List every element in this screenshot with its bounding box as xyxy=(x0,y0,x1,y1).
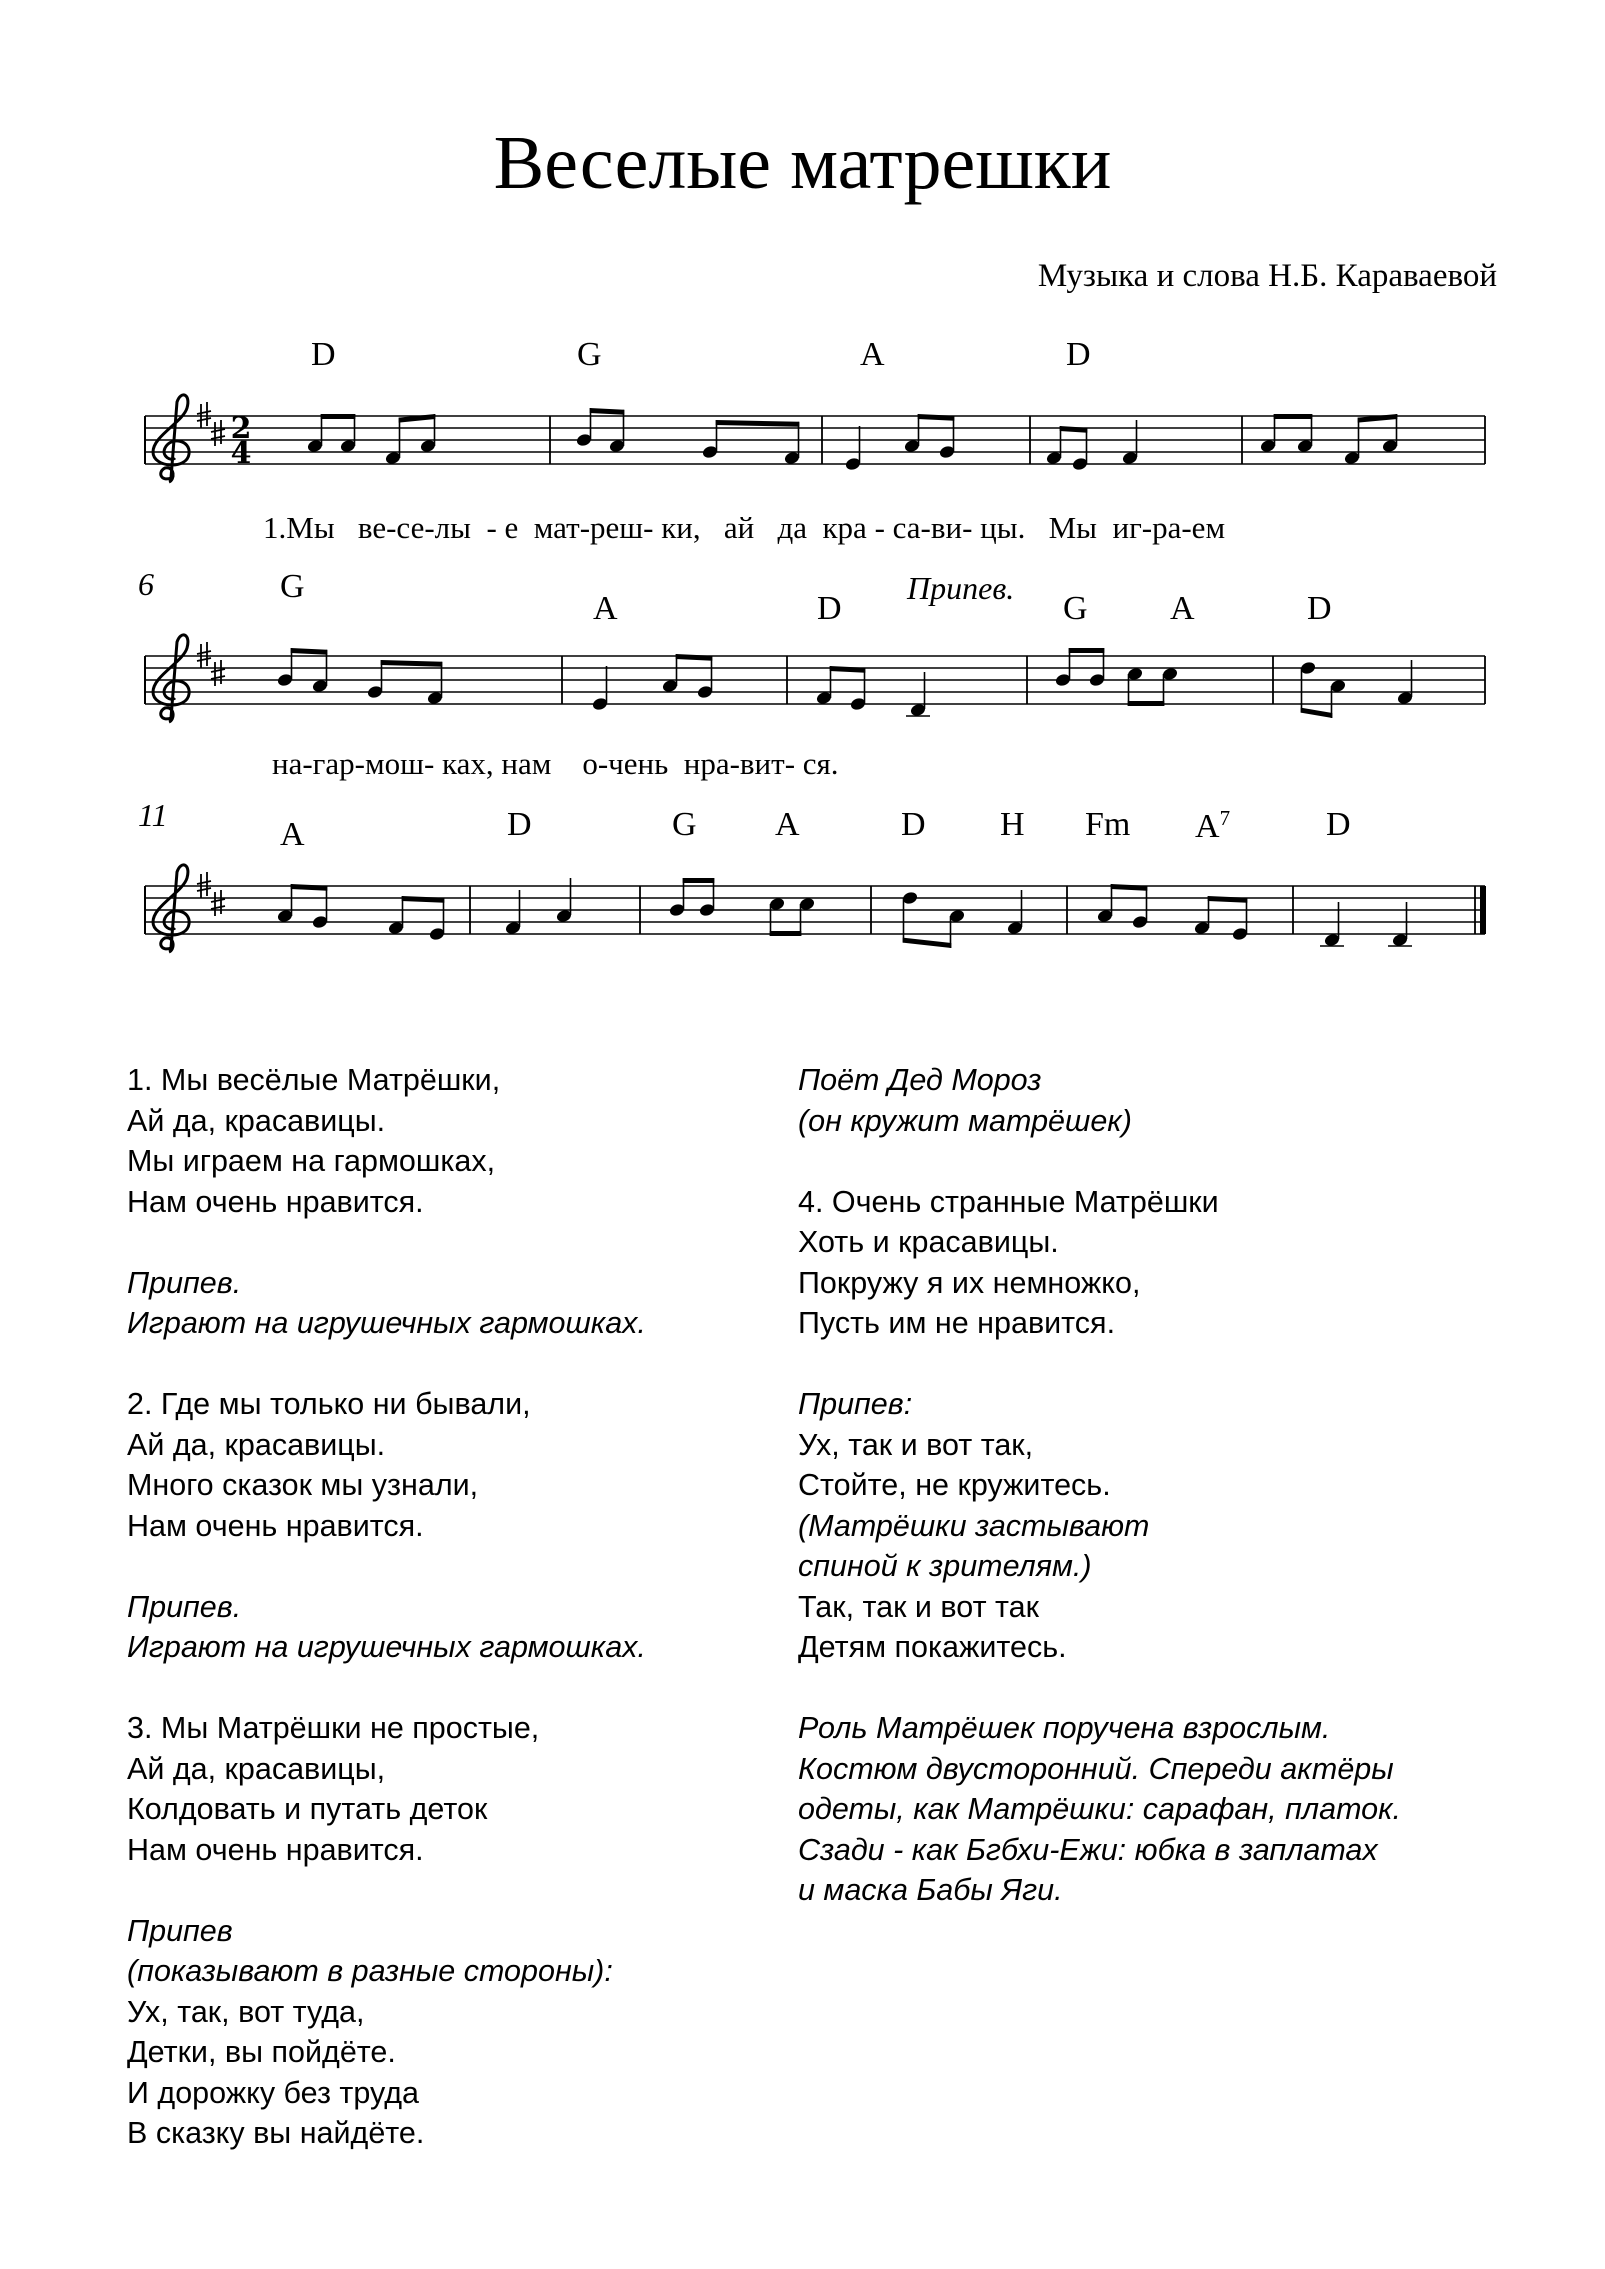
chord-symbol: D xyxy=(901,806,926,843)
chord-symbol: G xyxy=(577,336,602,373)
verse-line: Ух, так и вот так, xyxy=(798,1427,1034,1462)
note-beam xyxy=(1069,648,1105,653)
note-beam xyxy=(381,660,443,667)
chord-symbol: A xyxy=(860,336,885,373)
verse-line: Костюм двусторонний. Спереди актёры xyxy=(798,1751,1394,1786)
blank-line xyxy=(127,1870,787,1911)
measure-number: 6 xyxy=(138,566,154,602)
blank-line xyxy=(798,1344,1518,1385)
chorus-marker: Припев. xyxy=(907,570,1015,606)
verse-line: Нам очень нравится. xyxy=(127,1184,424,1219)
verse-line: Колдовать и путать деток xyxy=(127,1792,488,1826)
verse-line: Сзади - как Бгбхи-Ежи: юбка в заплатах xyxy=(798,1832,1378,1867)
final-barline xyxy=(1480,886,1486,934)
verse-line: Нам очень нравится. xyxy=(127,1832,424,1867)
verse-line: Хоть и красавицы. xyxy=(798,1225,1059,1259)
chord-symbol: D xyxy=(817,590,842,627)
verse-line: Стойте, не кружитесь. xyxy=(798,1468,1111,1502)
verse-line: (он кружит матрёшек) xyxy=(798,1103,1132,1138)
verse-line: Припев xyxy=(127,1913,233,1948)
note-beam xyxy=(402,896,445,903)
verse-line: Ух, так, вот туда, xyxy=(127,1994,365,2029)
verse-line: Детям покажитесь. xyxy=(798,1630,1067,1664)
verse-line: одеты, как Матрёшки: сарафан, платок. xyxy=(798,1792,1401,1826)
chord-symbol xyxy=(1195,806,1230,846)
chord-symbol: D xyxy=(311,336,336,373)
note-beam xyxy=(770,931,802,936)
verse-line: Детки, вы пойдёте. xyxy=(127,2035,396,2069)
verse-line: И дорожку без труда xyxy=(127,2075,420,2110)
chord-root: A xyxy=(1195,808,1220,845)
chord-symbol: D xyxy=(1307,590,1332,627)
note-beam xyxy=(683,878,715,883)
verses-left-column xyxy=(127,1060,787,2154)
chord-symbol: G xyxy=(280,568,305,605)
verse-line: Мы играем на гармошках, xyxy=(127,1144,496,1178)
blank-line xyxy=(798,1141,1518,1182)
note-beam xyxy=(291,884,328,891)
note-beam xyxy=(590,408,625,415)
lyrics-line: 1.Мы ве-се-лы - е мат-реш- ки, ай да кра - са-ви- цы. Мы иг-ра-ем xyxy=(263,510,1226,545)
sharp-icon xyxy=(211,420,225,446)
verse-line: Поёт Дед Мороз xyxy=(798,1063,1042,1097)
verse-line: Припев. xyxy=(127,1589,242,1624)
verse-line: Покружу я их немножко, xyxy=(798,1265,1141,1300)
chord-symbol: A xyxy=(593,590,618,627)
verse-line: 3. Мы Матрёшки не простые, xyxy=(127,1711,540,1745)
verses-right-column xyxy=(798,1060,1518,1911)
sharp-icon xyxy=(197,402,211,428)
chord-symbol: A xyxy=(775,806,800,843)
chord-symbol: Fm xyxy=(1085,806,1131,843)
verse-line: Роль Матрёшек поручена взрослым. xyxy=(798,1711,1331,1745)
blank-line xyxy=(798,1668,1518,1709)
chord-symbol: H xyxy=(1000,806,1025,843)
note-beam xyxy=(716,420,800,427)
blank-line xyxy=(127,1546,787,1587)
chord-symbol: D xyxy=(1066,336,1091,373)
chord-superscript: 7 xyxy=(1219,806,1231,830)
verse-line: Ай да, красавицы. xyxy=(127,1427,386,1462)
time-signature-top: 2 xyxy=(230,411,252,446)
verse-line: Много сказок мы узнали, xyxy=(127,1468,479,1502)
chord-symbol: A xyxy=(280,816,305,853)
verse-line: В сказку вы найдёте. xyxy=(127,2116,425,2150)
treble-clef-icon xyxy=(153,635,189,722)
verse-line: спиной к зрителям.) xyxy=(798,1549,1092,1583)
blank-line xyxy=(127,1668,787,1709)
verse-line: Ай да, красавицы. xyxy=(127,1103,386,1138)
treble-clef-icon xyxy=(153,865,189,952)
chord-symbol: D xyxy=(507,806,532,843)
note-beam xyxy=(1301,708,1333,718)
verse-line: Ай да, красавицы, xyxy=(127,1751,386,1786)
verse-line: Припев. xyxy=(127,1265,242,1300)
verse-line: Пусть им не нравится. xyxy=(798,1306,1116,1340)
sharp-icon xyxy=(211,660,225,686)
note-beam xyxy=(903,938,952,948)
note-beam xyxy=(676,654,713,661)
sharp-icon xyxy=(197,872,211,898)
note-beam xyxy=(1208,896,1248,903)
verse-line: (показывают в разные стороны): xyxy=(127,1954,613,1988)
blank-line xyxy=(127,1222,787,1263)
music-staff xyxy=(0,850,1605,1010)
lyrics-line: на-гар-мош- ках, нам о-чень нра-вит- ся. xyxy=(272,746,839,781)
note-beam xyxy=(1274,414,1313,419)
sharp-icon xyxy=(197,642,211,668)
chord-symbol: G xyxy=(1063,590,1088,627)
song-title: Веселые матрешки xyxy=(493,121,1112,205)
chord-symbol: A xyxy=(1170,590,1195,627)
measure-number: 11 xyxy=(138,797,168,833)
verse-line: Припев: xyxy=(798,1387,913,1421)
note-beam xyxy=(1060,426,1088,433)
verse-line: Нам очень нравится. xyxy=(127,1508,424,1543)
chord-symbol: G xyxy=(672,806,697,843)
verse-line: и маска Бабы Яги. xyxy=(798,1873,1063,1907)
note-beam xyxy=(918,414,955,421)
time-signature-bottom: 4 xyxy=(230,436,252,471)
note-beam xyxy=(291,648,328,655)
sharp-icon xyxy=(211,890,225,916)
verse-line: Играют на игрушечных гармошках. xyxy=(127,1306,646,1340)
song-author: Музыка и слова Н.Б. Караваевой xyxy=(1037,258,1497,294)
blank-line xyxy=(127,1344,787,1385)
verse-line: 1. Мы весёлые Матрёшки, xyxy=(127,1063,501,1097)
verse-line: 2. Где мы только ни бывали, xyxy=(127,1387,531,1421)
verse-line: Играют на игрушечных гармошках. xyxy=(127,1630,646,1664)
verse-line: 4. Очень странные Матрёшки xyxy=(798,1184,1219,1219)
note-beam xyxy=(1111,884,1148,891)
treble-clef-icon xyxy=(153,395,189,482)
chord-symbol: D xyxy=(1326,806,1351,843)
note-beam xyxy=(321,414,356,419)
verse-line: (Матрёшки застывают xyxy=(798,1508,1150,1543)
note-beam xyxy=(1128,701,1165,706)
note-beam xyxy=(830,666,866,673)
verse-line: Так, так и вот так xyxy=(798,1589,1039,1624)
